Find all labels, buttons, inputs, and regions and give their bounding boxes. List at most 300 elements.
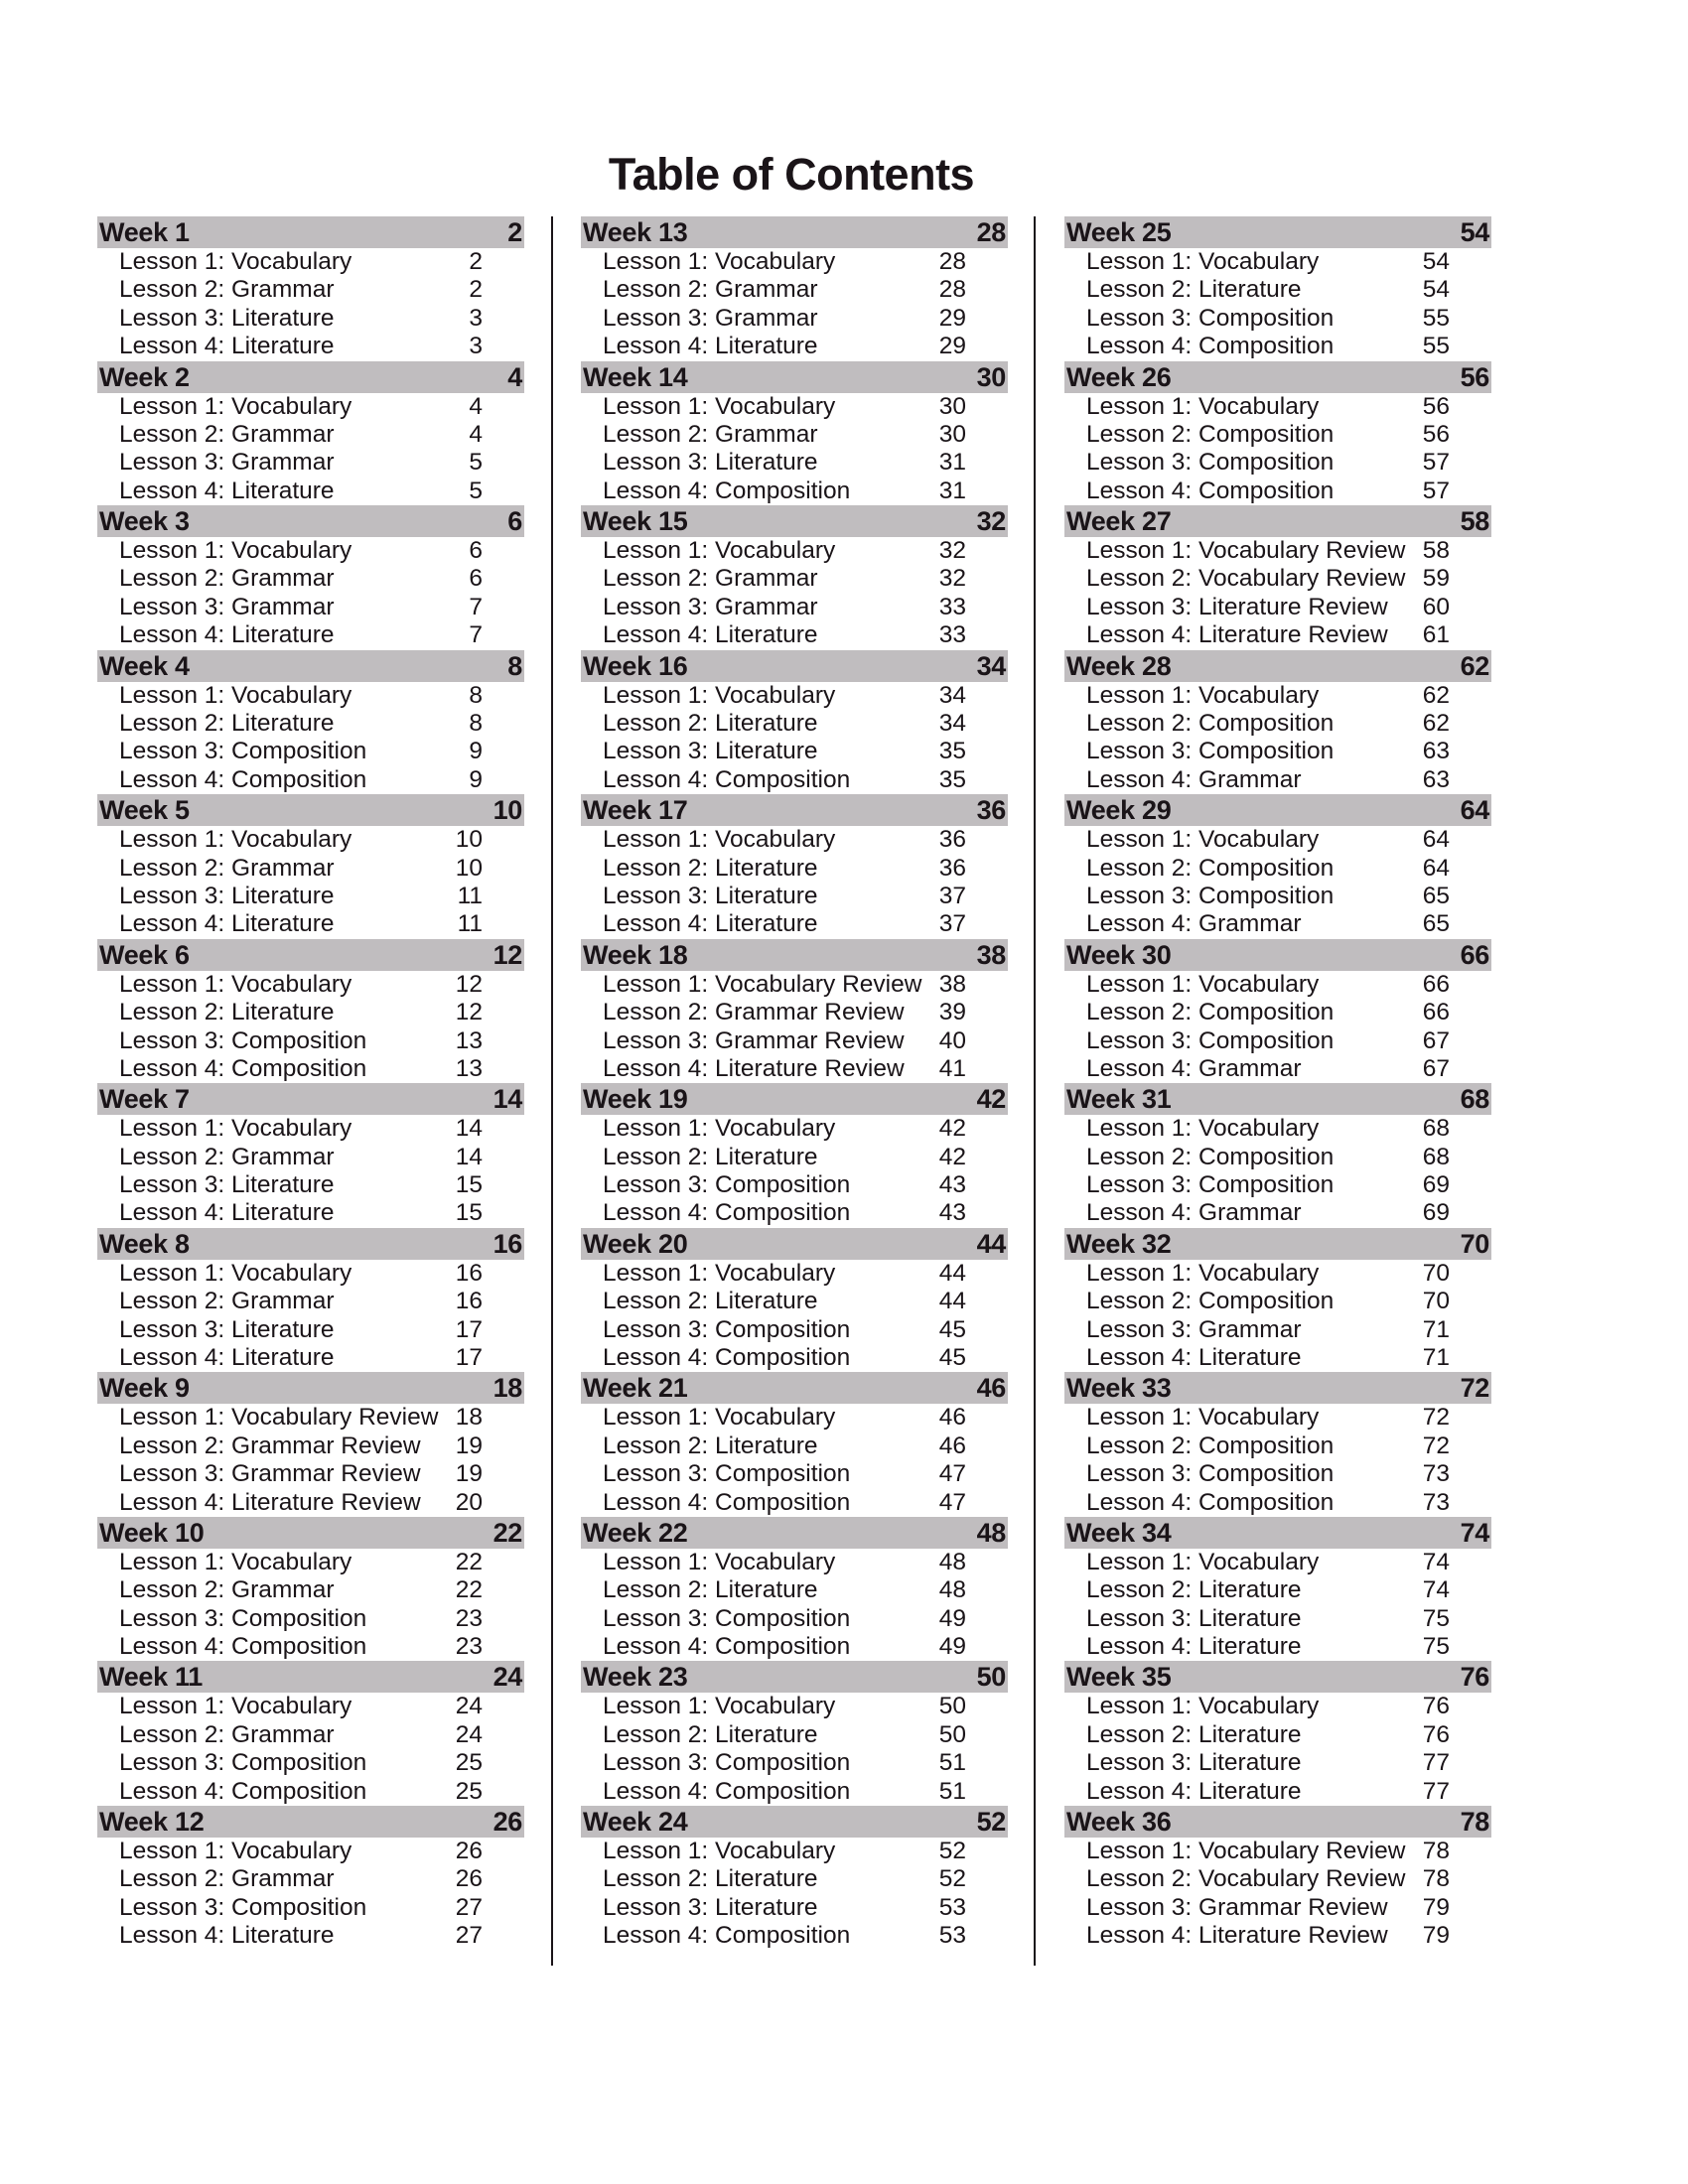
lesson-title: Lesson 4: Literature Review: [603, 1054, 905, 1082]
lesson-entry[interactable]: [1064, 449, 1491, 477]
lesson-title: Lesson 1: Vocabulary: [1086, 1115, 1320, 1143]
week-heading[interactable]: [1064, 794, 1491, 826]
week-heading[interactable]: [581, 794, 1008, 826]
lesson-title: Lesson 4: Composition: [603, 477, 851, 504]
lesson-entry[interactable]: [581, 1489, 1008, 1517]
lesson-page-number: 66: [1422, 999, 1450, 1026]
lesson-page-number: 53: [938, 1893, 966, 1921]
lesson-entry[interactable]: [97, 1693, 524, 1720]
lesson-entry[interactable]: [581, 421, 1008, 449]
week-heading[interactable]: [1064, 939, 1491, 971]
lesson-page-number: 57: [1422, 449, 1450, 477]
lesson-entry[interactable]: [581, 1922, 1008, 1950]
lesson-entry[interactable]: [581, 621, 1008, 649]
lesson-entry[interactable]: [581, 565, 1008, 593]
lesson-title: Lesson 4: Composition: [1086, 477, 1335, 504]
lesson-entry[interactable]: [581, 1055, 1008, 1083]
lesson-title: Lesson 4: Composition: [119, 1054, 367, 1082]
lesson-entry[interactable]: [1064, 1144, 1491, 1171]
lesson-title: Lesson 4: Composition: [1086, 333, 1335, 360]
week-title: Week 25: [1066, 217, 1172, 247]
lesson-entry[interactable]: [1064, 1605, 1491, 1633]
lesson-page-number: 15: [455, 1199, 483, 1227]
lesson-entry[interactable]: [97, 478, 524, 505]
lesson-entry[interactable]: [97, 1749, 524, 1777]
lesson-page-number: 28: [938, 248, 966, 275]
lesson-title: Lesson 3: Composition: [603, 1604, 851, 1632]
week-section: [1064, 650, 1491, 795]
lesson-entry[interactable]: [581, 1344, 1008, 1372]
lesson-entry[interactable]: [581, 1549, 1008, 1576]
lesson-page-number: 37: [938, 882, 966, 909]
lesson-entry[interactable]: [581, 449, 1008, 477]
lesson-entry[interactable]: [1064, 1922, 1491, 1950]
lesson-entry[interactable]: [1064, 1633, 1491, 1661]
week-page-number: 58: [1460, 506, 1489, 537]
lesson-title: Lesson 2: Grammar: [119, 854, 335, 882]
lesson-title: Lesson 2: Literature: [603, 1576, 818, 1604]
week-heading[interactable]: [1064, 216, 1491, 248]
lesson-entry[interactable]: [1064, 710, 1491, 738]
lesson-entry[interactable]: [581, 1115, 1008, 1143]
lesson-entry[interactable]: [1064, 1894, 1491, 1922]
lesson-page-number: 58: [1422, 537, 1450, 565]
lesson-entry[interactable]: [97, 1489, 524, 1517]
lesson-entry[interactable]: [97, 738, 524, 765]
week-heading[interactable]: [97, 1372, 524, 1404]
lesson-entry[interactable]: [97, 855, 524, 883]
lesson-entry[interactable]: [581, 710, 1008, 738]
lesson-page-number: 64: [1422, 826, 1450, 854]
week-section: [581, 1806, 1008, 1951]
lesson-title: Lesson 3: Grammar: [603, 593, 818, 620]
lesson-title: Lesson 1: Vocabulary: [603, 1548, 836, 1575]
lesson-page-number: 65: [1422, 882, 1450, 909]
week-section: [581, 1228, 1008, 1373]
lesson-title: Lesson 3: Composition: [1086, 738, 1335, 765]
lesson-entry[interactable]: [97, 1344, 524, 1372]
lesson-page-number: 49: [938, 1633, 966, 1661]
lesson-entry[interactable]: [97, 393, 524, 421]
lesson-entry[interactable]: [1064, 1489, 1491, 1517]
week-heading[interactable]: [97, 1806, 524, 1838]
lesson-entry[interactable]: [581, 1894, 1008, 1922]
week-heading[interactable]: [1064, 1806, 1491, 1838]
week-heading[interactable]: [581, 650, 1008, 682]
lesson-entry[interactable]: [581, 826, 1008, 854]
lesson-entry[interactable]: [581, 1778, 1008, 1806]
lesson-entry[interactable]: [581, 305, 1008, 333]
week-section: [581, 1517, 1008, 1662]
lesson-entry[interactable]: [1064, 910, 1491, 938]
lesson-entry[interactable]: [1064, 826, 1491, 854]
week-page-number: 36: [976, 795, 1006, 826]
lesson-entry[interactable]: [1064, 1460, 1491, 1488]
lesson-entry[interactable]: [97, 971, 524, 999]
lesson-title: Lesson 3: Composition: [603, 1749, 851, 1777]
lesson-entry[interactable]: [581, 682, 1008, 710]
lesson-title: Lesson 3: Composition: [119, 1893, 367, 1921]
week-heading[interactable]: [581, 1083, 1008, 1115]
lesson-page-number: 52: [938, 1838, 966, 1865]
lesson-title: Lesson 3: Composition: [1086, 1026, 1335, 1054]
lesson-entry[interactable]: [1064, 855, 1491, 883]
lesson-entry[interactable]: [97, 421, 524, 449]
lesson-title: Lesson 1: Vocabulary: [603, 1693, 836, 1720]
lesson-entry[interactable]: [1064, 1260, 1491, 1288]
lesson-page-number: 42: [938, 1115, 966, 1143]
lesson-title: Lesson 2: Grammar: [119, 1143, 335, 1170]
week-section: [1064, 1372, 1491, 1517]
lesson-entry[interactable]: [1064, 393, 1491, 421]
week-heading[interactable]: [97, 794, 524, 826]
lesson-title: Lesson 1: Vocabulary: [119, 1259, 352, 1287]
lesson-page-number: 30: [938, 392, 966, 420]
lesson-entry[interactable]: [581, 478, 1008, 505]
lesson-page-number: 23: [455, 1633, 483, 1661]
lesson-title: Lesson 3: Composition: [1086, 1460, 1335, 1488]
lesson-entry[interactable]: [581, 537, 1008, 565]
lesson-entry[interactable]: [1064, 883, 1491, 910]
lesson-page-number: 47: [938, 1460, 966, 1488]
lesson-entry[interactable]: [1064, 999, 1491, 1026]
lesson-entry[interactable]: [581, 1865, 1008, 1893]
lesson-entry[interactable]: [581, 1260, 1008, 1288]
lesson-title: Lesson 2: Composition: [1086, 1432, 1335, 1459]
lesson-entry[interactable]: [581, 766, 1008, 794]
lesson-title: Lesson 4: Composition: [603, 1344, 851, 1371]
lesson-title: Lesson 1: Vocabulary: [1086, 248, 1320, 275]
week-title: Week 16: [583, 650, 688, 681]
week-heading[interactable]: [1064, 361, 1491, 393]
lesson-entry[interactable]: [97, 1721, 524, 1749]
week-title: Week 14: [583, 361, 688, 392]
lesson-entry[interactable]: [97, 621, 524, 649]
lesson-entry[interactable]: [97, 826, 524, 854]
lesson-page-number: 2: [469, 248, 483, 275]
lesson-page-number: 79: [1422, 1922, 1450, 1950]
lesson-entry[interactable]: [1064, 1576, 1491, 1604]
week-title: Week 19: [583, 1084, 688, 1115]
lesson-entry[interactable]: [581, 1749, 1008, 1777]
lesson-page-number: 78: [1422, 1838, 1450, 1865]
lesson-entry[interactable]: [97, 565, 524, 593]
lesson-page-number: 41: [938, 1054, 966, 1082]
lesson-entry[interactable]: [1064, 1778, 1491, 1806]
lesson-title: Lesson 1: Vocabulary: [1086, 1404, 1320, 1432]
lesson-page-number: 60: [1422, 593, 1450, 620]
lesson-title: Lesson 4: Composition: [603, 1922, 851, 1950]
lesson-entry[interactable]: [581, 1576, 1008, 1604]
lesson-entry[interactable]: [97, 1549, 524, 1576]
lesson-page-number: 27: [455, 1893, 483, 1921]
lesson-title: Lesson 2: Grammar: [119, 1576, 335, 1604]
lesson-title: Lesson 1: Vocabulary: [119, 392, 352, 420]
week-heading[interactable]: [1064, 1228, 1491, 1260]
lesson-title: Lesson 2: Grammar: [603, 420, 818, 448]
lesson-entry[interactable]: [581, 1288, 1008, 1315]
lesson-entry[interactable]: [581, 910, 1008, 938]
lesson-page-number: 76: [1422, 1693, 1450, 1720]
lesson-entry[interactable]: [1064, 1171, 1491, 1199]
lesson-page-number: 12: [455, 999, 483, 1026]
lesson-entry[interactable]: [97, 766, 524, 794]
lesson-page-number: 26: [455, 1838, 483, 1865]
week-heading[interactable]: [581, 505, 1008, 537]
lesson-entry[interactable]: [1064, 1055, 1491, 1083]
lesson-entry[interactable]: [1064, 421, 1491, 449]
lesson-entry[interactable]: [1064, 1549, 1491, 1576]
lesson-entry[interactable]: [1064, 594, 1491, 621]
week-section: [1064, 1517, 1491, 1662]
lesson-page-number: 47: [938, 1488, 966, 1516]
week-heading[interactable]: [581, 1806, 1008, 1838]
week-heading[interactable]: [1064, 1517, 1491, 1549]
week-section: [1064, 939, 1491, 1084]
week-heading[interactable]: [581, 361, 1008, 393]
lesson-entry[interactable]: [581, 1027, 1008, 1055]
lesson-entry[interactable]: [97, 333, 524, 360]
week-heading[interactable]: [581, 216, 1008, 248]
lesson-entry[interactable]: [97, 682, 524, 710]
week-heading[interactable]: [581, 1372, 1008, 1404]
lesson-entry[interactable]: [1064, 1344, 1491, 1372]
lesson-title: Lesson 2: Grammar Review: [119, 1432, 421, 1459]
lesson-page-number: 59: [1422, 565, 1450, 593]
week-heading[interactable]: [97, 1083, 524, 1115]
lesson-entry[interactable]: [581, 1316, 1008, 1344]
lesson-entry[interactable]: [97, 1865, 524, 1893]
lesson-page-number: 42: [938, 1143, 966, 1170]
lesson-entry[interactable]: [581, 393, 1008, 421]
week-section: [1064, 1083, 1491, 1228]
lesson-entry[interactable]: [1064, 1865, 1491, 1893]
week-page-number: 78: [1460, 1807, 1489, 1838]
lesson-entry[interactable]: [97, 1922, 524, 1950]
lesson-entry[interactable]: [1064, 766, 1491, 794]
lesson-entry[interactable]: [97, 1633, 524, 1661]
lesson-title: Lesson 4: Composition: [119, 765, 367, 793]
lesson-entry[interactable]: [1064, 276, 1491, 304]
lesson-entry[interactable]: [1064, 682, 1491, 710]
lesson-entry[interactable]: [97, 276, 524, 304]
lesson-entry[interactable]: [97, 1199, 524, 1227]
week-heading[interactable]: [97, 216, 524, 248]
lesson-entry[interactable]: [97, 248, 524, 276]
lesson-entry[interactable]: [581, 1433, 1008, 1460]
lesson-entry[interactable]: [581, 1693, 1008, 1720]
lesson-page-number: 57: [1422, 477, 1450, 504]
lesson-title: Lesson 2: Literature: [603, 710, 818, 738]
lesson-entry[interactable]: [1064, 1027, 1491, 1055]
lesson-page-number: 26: [455, 1865, 483, 1893]
lesson-entry[interactable]: [97, 537, 524, 565]
lesson-entry[interactable]: [97, 1605, 524, 1633]
lesson-title: Lesson 3: Grammar Review: [119, 1460, 421, 1488]
lesson-entry[interactable]: [1064, 1288, 1491, 1315]
lesson-entry[interactable]: [581, 1144, 1008, 1171]
lesson-page-number: 66: [1422, 970, 1450, 998]
lesson-entry[interactable]: [97, 1316, 524, 1344]
lesson-title: Lesson 3: Grammar: [603, 304, 818, 332]
week-heading[interactable]: [1064, 1661, 1491, 1693]
lesson-entry[interactable]: [1064, 478, 1491, 505]
lesson-entry[interactable]: [97, 305, 524, 333]
lesson-entry[interactable]: [1064, 738, 1491, 765]
lesson-page-number: 51: [938, 1749, 966, 1777]
lesson-title: Lesson 3: Composition: [119, 1604, 367, 1632]
lesson-entry[interactable]: [581, 1605, 1008, 1633]
lesson-title: Lesson 1: Vocabulary: [603, 1259, 836, 1287]
lesson-entry[interactable]: [1064, 248, 1491, 276]
lesson-entry[interactable]: [97, 999, 524, 1026]
lesson-entry[interactable]: [581, 971, 1008, 999]
lesson-entry[interactable]: [581, 1721, 1008, 1749]
lesson-entry[interactable]: [97, 1576, 524, 1604]
week-heading[interactable]: [97, 1661, 524, 1693]
week-heading[interactable]: [581, 1661, 1008, 1693]
lesson-entry[interactable]: [1064, 305, 1491, 333]
week-section: [1064, 794, 1491, 939]
lesson-page-number: 3: [469, 304, 483, 332]
lesson-entry[interactable]: [581, 1838, 1008, 1865]
lesson-entry[interactable]: [97, 910, 524, 938]
week-section: [581, 505, 1008, 650]
week-heading[interactable]: [97, 1517, 524, 1549]
week-heading[interactable]: [97, 1228, 524, 1260]
lesson-title: Lesson 3: Composition: [1086, 1171, 1335, 1199]
week-heading[interactable]: [581, 1228, 1008, 1260]
week-heading[interactable]: [97, 939, 524, 971]
lesson-page-number: 55: [1422, 304, 1450, 332]
lesson-page-number: 23: [455, 1604, 483, 1632]
lesson-entry[interactable]: [1064, 1316, 1491, 1344]
page-title: Table of Contents: [608, 149, 975, 200]
lesson-entry[interactable]: [1064, 1433, 1491, 1460]
lesson-page-number: 33: [938, 621, 966, 649]
lesson-entry[interactable]: [581, 883, 1008, 910]
week-title: Week 7: [99, 1084, 190, 1115]
week-heading[interactable]: [1064, 1372, 1491, 1404]
lesson-title: Lesson 1: Vocabulary Review: [119, 1404, 439, 1432]
lesson-page-number: 40: [938, 1026, 966, 1054]
lesson-entry[interactable]: [1064, 565, 1491, 593]
lesson-title: Lesson 3: Composition: [603, 1171, 851, 1199]
lesson-entry[interactable]: [97, 594, 524, 621]
lesson-entry[interactable]: [1064, 333, 1491, 360]
lesson-title: Lesson 3: Literature: [603, 882, 818, 909]
lesson-entry[interactable]: [97, 1894, 524, 1922]
lesson-entry[interactable]: [581, 594, 1008, 621]
week-heading[interactable]: [581, 1517, 1008, 1549]
lesson-entry[interactable]: [1064, 1404, 1491, 1432]
week-page-number: 22: [492, 1517, 522, 1548]
week-heading[interactable]: [581, 939, 1008, 971]
lesson-entry[interactable]: [97, 1144, 524, 1171]
week-heading[interactable]: [1064, 1083, 1491, 1115]
lesson-entry[interactable]: [581, 999, 1008, 1026]
week-page-number: 10: [492, 795, 522, 826]
lesson-title: Lesson 1: Vocabulary: [119, 1548, 352, 1575]
lesson-entry[interactable]: [1064, 1199, 1491, 1227]
lesson-page-number: 70: [1422, 1288, 1450, 1315]
lesson-entry[interactable]: [97, 1460, 524, 1488]
lesson-title: Lesson 2: Composition: [1086, 1143, 1335, 1170]
lesson-page-number: 44: [938, 1259, 966, 1287]
lesson-entry[interactable]: [1064, 1693, 1491, 1720]
lesson-entry[interactable]: [581, 248, 1008, 276]
lesson-title: Lesson 2: Literature: [603, 1143, 818, 1170]
lesson-entry[interactable]: [1064, 1749, 1491, 1777]
lesson-entry[interactable]: [1064, 537, 1491, 565]
lesson-entry[interactable]: [581, 1460, 1008, 1488]
lesson-entry[interactable]: [97, 1404, 524, 1432]
lesson-entry[interactable]: [97, 883, 524, 910]
lesson-entry[interactable]: [581, 276, 1008, 304]
lesson-entry[interactable]: [97, 1288, 524, 1315]
week-heading[interactable]: [1064, 650, 1491, 682]
lesson-page-number: 19: [455, 1432, 483, 1459]
lesson-entry[interactable]: [1064, 1721, 1491, 1749]
lesson-title: Lesson 4: Composition: [603, 1633, 851, 1661]
lesson-entry[interactable]: [97, 710, 524, 738]
lesson-entry[interactable]: [1064, 1115, 1491, 1143]
lesson-entry[interactable]: [97, 1838, 524, 1865]
lesson-entry[interactable]: [97, 449, 524, 477]
lesson-entry[interactable]: [581, 738, 1008, 765]
lesson-entry[interactable]: [581, 1633, 1008, 1661]
lesson-entry[interactable]: [1064, 971, 1491, 999]
lesson-entry[interactable]: [581, 1199, 1008, 1227]
lesson-entry[interactable]: [581, 1171, 1008, 1199]
lesson-title: Lesson 4: Composition: [119, 1633, 367, 1661]
lesson-entry[interactable]: [97, 1260, 524, 1288]
lesson-title: Lesson 4: Grammar: [1086, 765, 1302, 793]
lesson-page-number: 69: [1422, 1199, 1450, 1227]
lesson-entry[interactable]: [97, 1115, 524, 1143]
week-heading[interactable]: [97, 505, 524, 537]
lesson-entry[interactable]: [1064, 1838, 1491, 1865]
lesson-entry[interactable]: [97, 1433, 524, 1460]
lesson-title: Lesson 4: Composition: [603, 765, 851, 793]
lesson-page-number: 77: [1422, 1777, 1450, 1805]
lesson-page-number: 48: [938, 1576, 966, 1604]
lesson-entry[interactable]: [1064, 621, 1491, 649]
lesson-page-number: 33: [938, 593, 966, 620]
lesson-entry[interactable]: [581, 855, 1008, 883]
lesson-title: Lesson 1: Vocabulary: [603, 392, 836, 420]
lesson-entry[interactable]: [581, 1404, 1008, 1432]
lesson-entry[interactable]: [97, 1171, 524, 1199]
week-heading[interactable]: [97, 361, 524, 393]
lesson-page-number: 68: [1422, 1143, 1450, 1170]
lesson-entry[interactable]: [97, 1027, 524, 1055]
week-section: [1064, 1661, 1491, 1806]
week-heading[interactable]: [97, 650, 524, 682]
lesson-title: Lesson 3: Literature: [119, 304, 335, 332]
toc-column-1: [97, 216, 524, 1951]
week-section: [1064, 1806, 1491, 1951]
lesson-page-number: 43: [938, 1171, 966, 1199]
lesson-page-number: 8: [469, 710, 483, 738]
week-heading[interactable]: [1064, 505, 1491, 537]
week-section: [1064, 361, 1491, 506]
lesson-entry[interactable]: [97, 1778, 524, 1806]
toc-column-2: [581, 216, 1008, 1951]
lesson-entry[interactable]: [97, 1055, 524, 1083]
lesson-entry[interactable]: [581, 333, 1008, 360]
lesson-title: Lesson 4: Grammar: [1086, 1054, 1302, 1082]
